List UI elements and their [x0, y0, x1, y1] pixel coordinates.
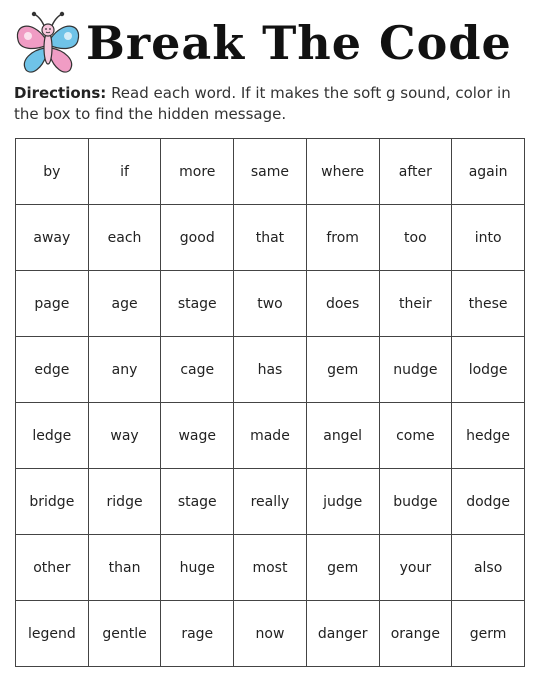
grid-row: [16, 205, 525, 271]
grid-row: [16, 271, 525, 337]
word-cell[interactable]: stage: [161, 469, 234, 535]
word-cell[interactable]: any: [88, 337, 161, 403]
grid-row: [16, 337, 525, 403]
word-cell[interactable]: really: [234, 469, 307, 535]
word-cell[interactable]: made: [234, 403, 307, 469]
word-cell[interactable]: page: [16, 271, 89, 337]
word-cell[interactable]: huge: [161, 535, 234, 601]
grid-row: [16, 403, 525, 469]
grid-row: [16, 535, 525, 601]
word-cell[interactable]: angel: [306, 403, 379, 469]
word-cell[interactable]: good: [161, 205, 234, 271]
word-cell[interactable]: from: [306, 205, 379, 271]
header: [12, 8, 532, 80]
page-title: Break The Code: [86, 16, 512, 70]
word-cell[interactable]: each: [88, 205, 161, 271]
word-cell[interactable]: their: [379, 271, 452, 337]
word-cell[interactable]: has: [234, 337, 307, 403]
word-cell[interactable]: way: [88, 403, 161, 469]
word-cell[interactable]: most: [234, 535, 307, 601]
word-cell[interactable]: orange: [379, 601, 452, 667]
word-cell[interactable]: where: [306, 139, 379, 205]
word-cell[interactable]: two: [234, 271, 307, 337]
directions-label: Directions:: [14, 84, 107, 102]
word-cell[interactable]: other: [16, 535, 89, 601]
word-grid-body: [16, 139, 525, 667]
word-cell[interactable]: ridge: [88, 469, 161, 535]
word-cell[interactable]: does: [306, 271, 379, 337]
directions-text: Read each word. If it makes the soft g sound, color in the box to find the hidden message.: [14, 84, 511, 123]
word-cell[interactable]: ledge: [16, 403, 89, 469]
word-cell[interactable]: budge: [379, 469, 452, 535]
word-cell[interactable]: after: [379, 139, 452, 205]
word-cell[interactable]: gem: [306, 535, 379, 601]
word-cell[interactable]: nudge: [379, 337, 452, 403]
directions: [14, 83, 530, 125]
word-cell[interactable]: same: [234, 139, 307, 205]
word-cell[interactable]: stage: [161, 271, 234, 337]
word-cell[interactable]: by: [16, 139, 89, 205]
butterfly-icon: [12, 8, 84, 80]
word-cell[interactable]: away: [16, 205, 89, 271]
word-cell[interactable]: edge: [16, 337, 89, 403]
word-cell[interactable]: if: [88, 139, 161, 205]
word-cell[interactable]: bridge: [16, 469, 89, 535]
word-cell[interactable]: wage: [161, 403, 234, 469]
word-cell[interactable]: cage: [161, 337, 234, 403]
grid-row: [16, 469, 525, 535]
word-cell[interactable]: gentle: [88, 601, 161, 667]
word-cell[interactable]: germ: [452, 601, 525, 667]
word-cell[interactable]: age: [88, 271, 161, 337]
word-cell[interactable]: now: [234, 601, 307, 667]
word-cell[interactable]: than: [88, 535, 161, 601]
grid-row: [16, 139, 525, 205]
word-cell[interactable]: legend: [16, 601, 89, 667]
word-cell[interactable]: again: [452, 139, 525, 205]
word-cell[interactable]: too: [379, 205, 452, 271]
word-cell[interactable]: also: [452, 535, 525, 601]
word-cell[interactable]: gem: [306, 337, 379, 403]
word-cell[interactable]: come: [379, 403, 452, 469]
word-cell[interactable]: judge: [306, 469, 379, 535]
grid-row: [16, 601, 525, 667]
word-cell[interactable]: rage: [161, 601, 234, 667]
word-cell[interactable]: danger: [306, 601, 379, 667]
word-cell[interactable]: dodge: [452, 469, 525, 535]
word-cell[interactable]: more: [161, 139, 234, 205]
word-cell[interactable]: hedge: [452, 403, 525, 469]
word-cell[interactable]: your: [379, 535, 452, 601]
word-cell[interactable]: that: [234, 205, 307, 271]
word-cell[interactable]: these: [452, 271, 525, 337]
word-grid: [15, 138, 525, 667]
word-cell[interactable]: into: [452, 205, 525, 271]
word-cell[interactable]: lodge: [452, 337, 525, 403]
